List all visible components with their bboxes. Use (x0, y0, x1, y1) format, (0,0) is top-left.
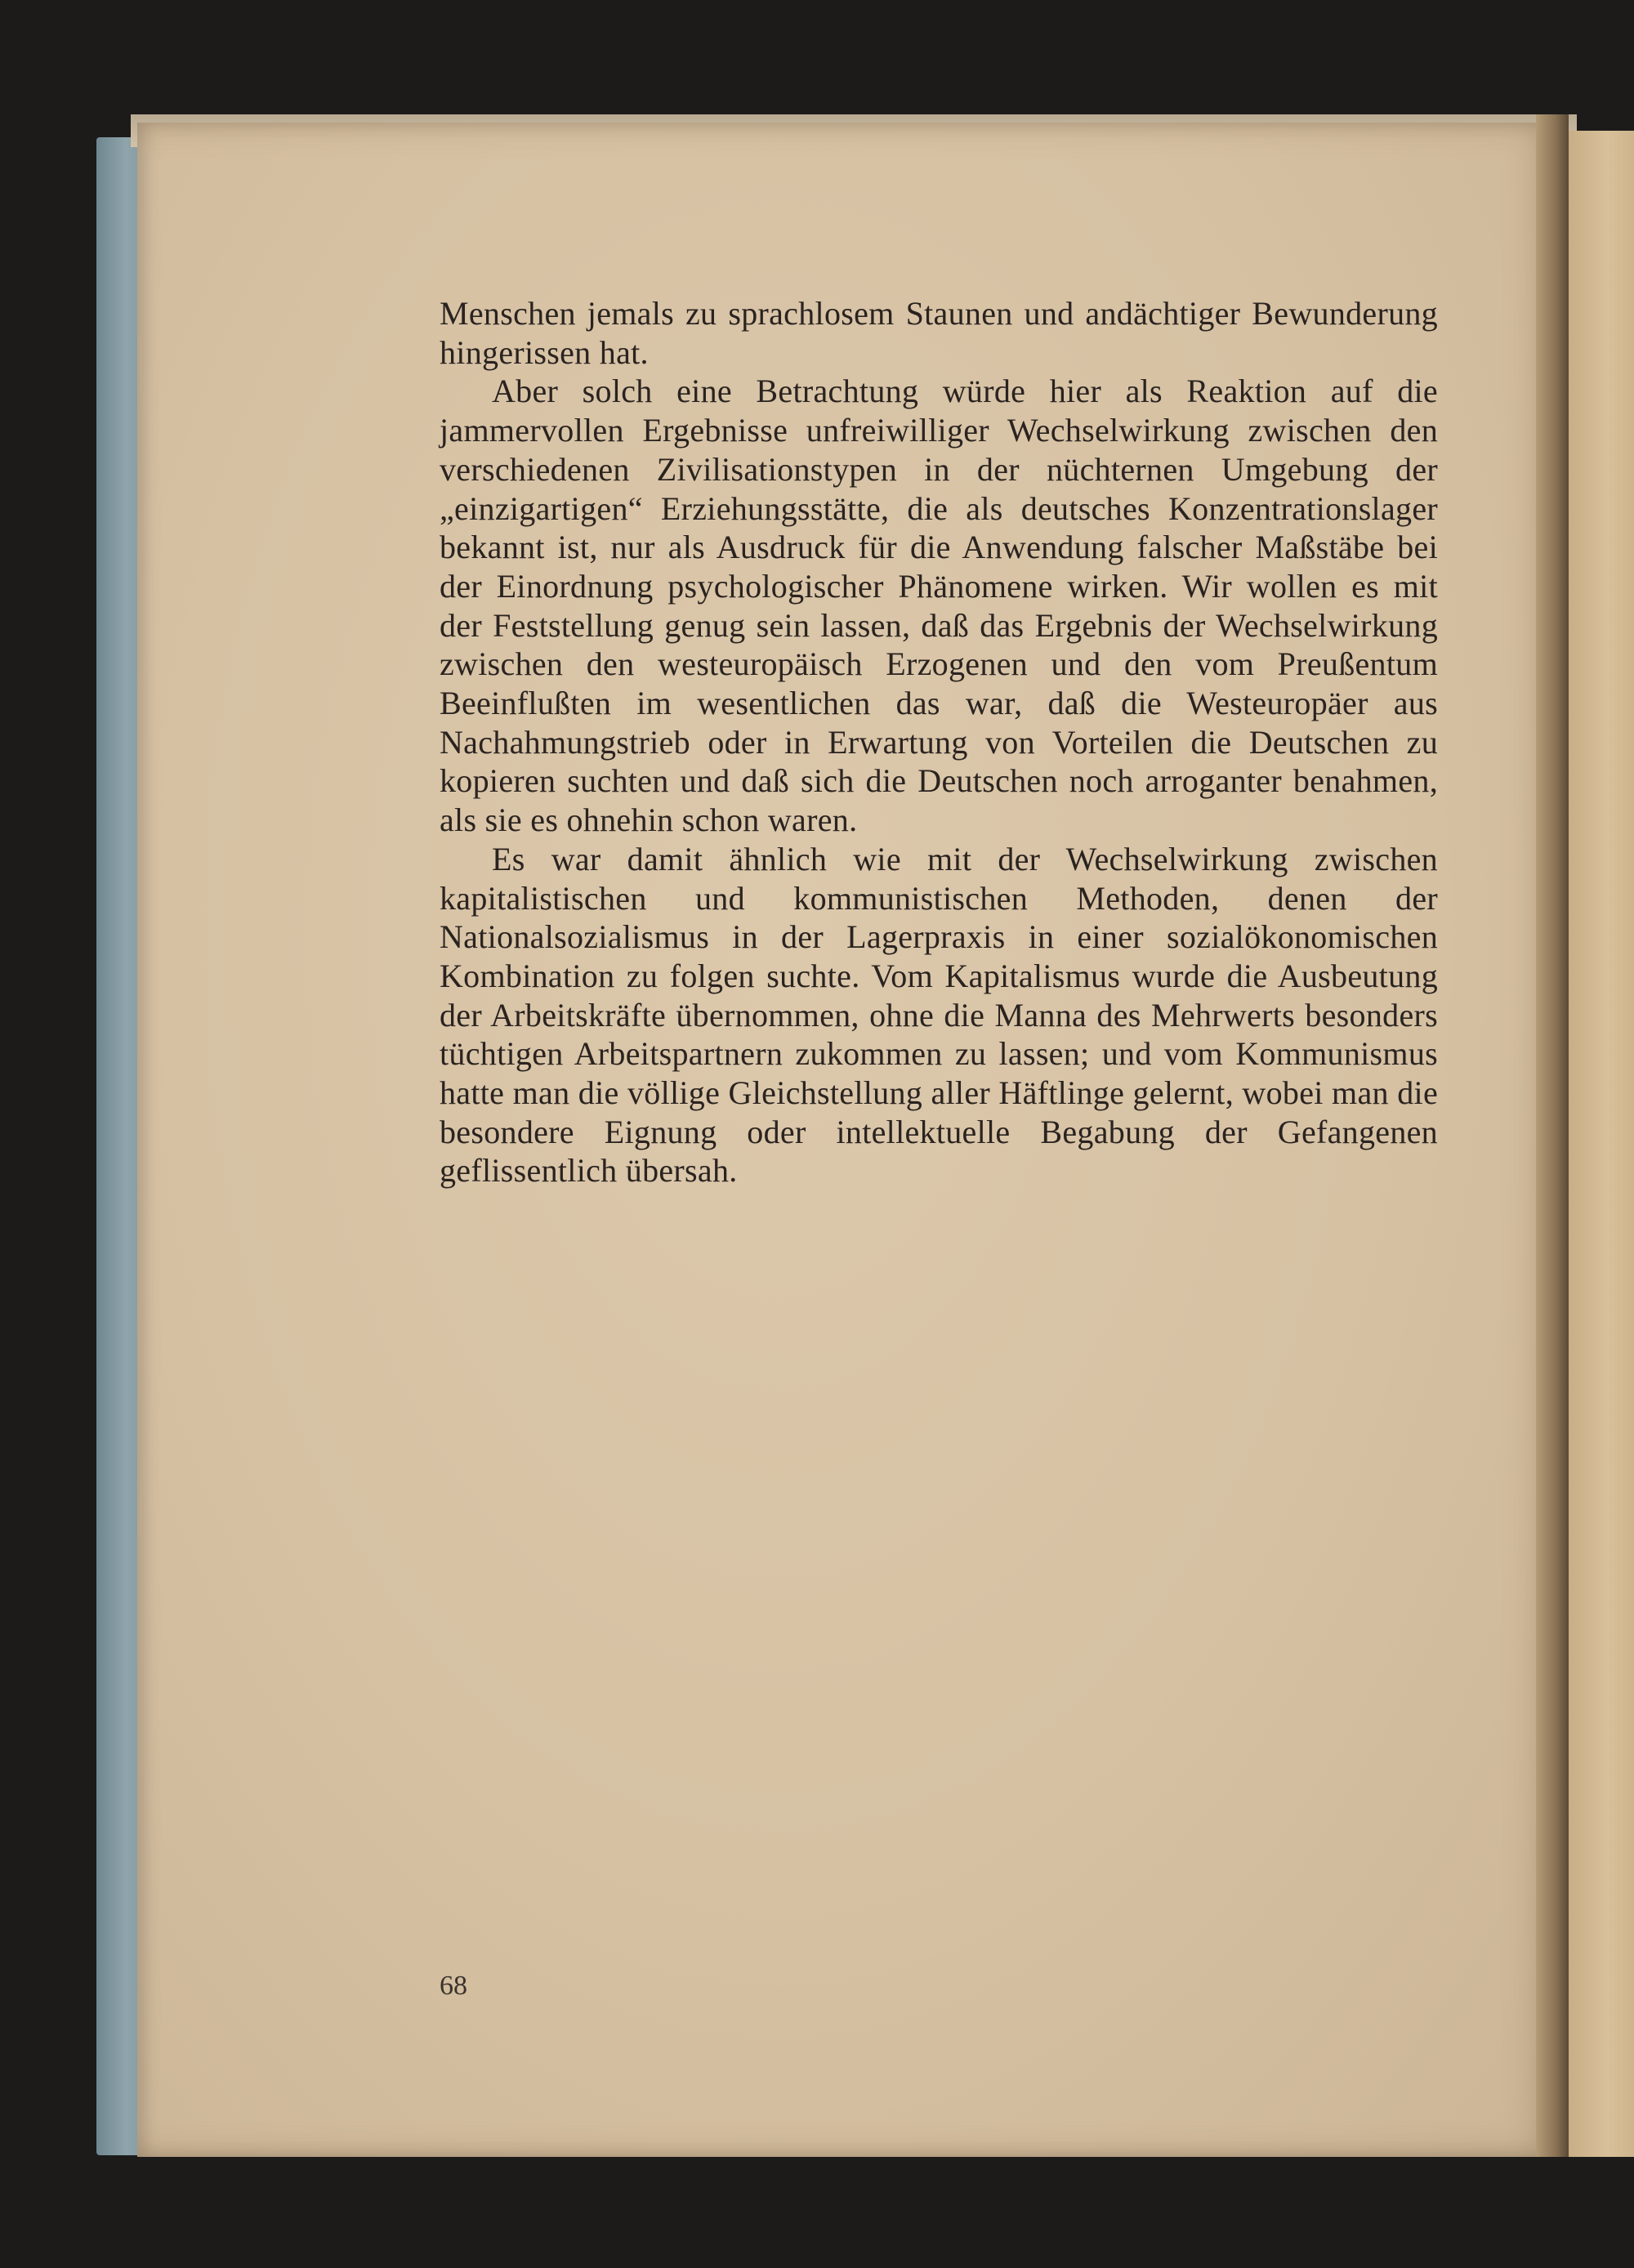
paragraph: Aber solch eine Betrachtung würde hier als Reaktion auf die jammervollen Ergebnisse unfreiwilliger Wechselwirkung zwischen den verschiedenen Zivilisationstypen in der nüchternen Umgebung der „einzigartigen“ Erziehungsstätte, die als deutsches Konzentrationslager bekannt ist, nur als Ausdruck für die Anwendung falscher Maßstäbe bei der Einordnung psychologischer Phänomene wirken. Wir wollen es mit der Feststellung genug sein lassen, daß das Ergebnis der Wechselwirkung zwischen den westeuropäisch Erzogenen und den vom Preußentum Beeinflußten im wesentlichen das war, daß die Westeuropäer aus Nachahmungstrieb oder in Erwartung von Vorteilen die Deutschen zu kopieren suchten und daß sich die Deutschen noch arroganter benahmen, als sie es ohnehin schon waren. (440, 373, 1438, 839)
paragraph: Es war damit ähnlich wie mit der Wechselwirkung zwischen kapitalistischen und kommunistischen Methoden, denen der Nationalsozialismus in der Lagerpraxis in einer sozialökonomischen Kombination zu folgen suchte. Vom Kapitalismus wurde die Ausbeutung der Arbeitskräfte übernommen, ohne die Manna des Mehrwerts besonders tüchtigen Arbeitspartnern zukommen zu lassen; und vom Kommunismus hatte man die völlige Gleichstellung aller Häftlinge gelernt, wobei man die besondere Eignung oder intellektuelle Begabung der Gefangenen geflissentlich übersah. (440, 840, 1438, 1190)
page-number: 68 (440, 1971, 467, 2001)
page-body-text (440, 294, 1438, 1190)
facing-page-edge (1567, 131, 1634, 2157)
book-gutter (1536, 114, 1569, 2157)
paragraph-continued: Menschen jemals zu sprachlosem Staunen und andächtiger Bewunderung hingerissen hat. (440, 295, 1438, 371)
